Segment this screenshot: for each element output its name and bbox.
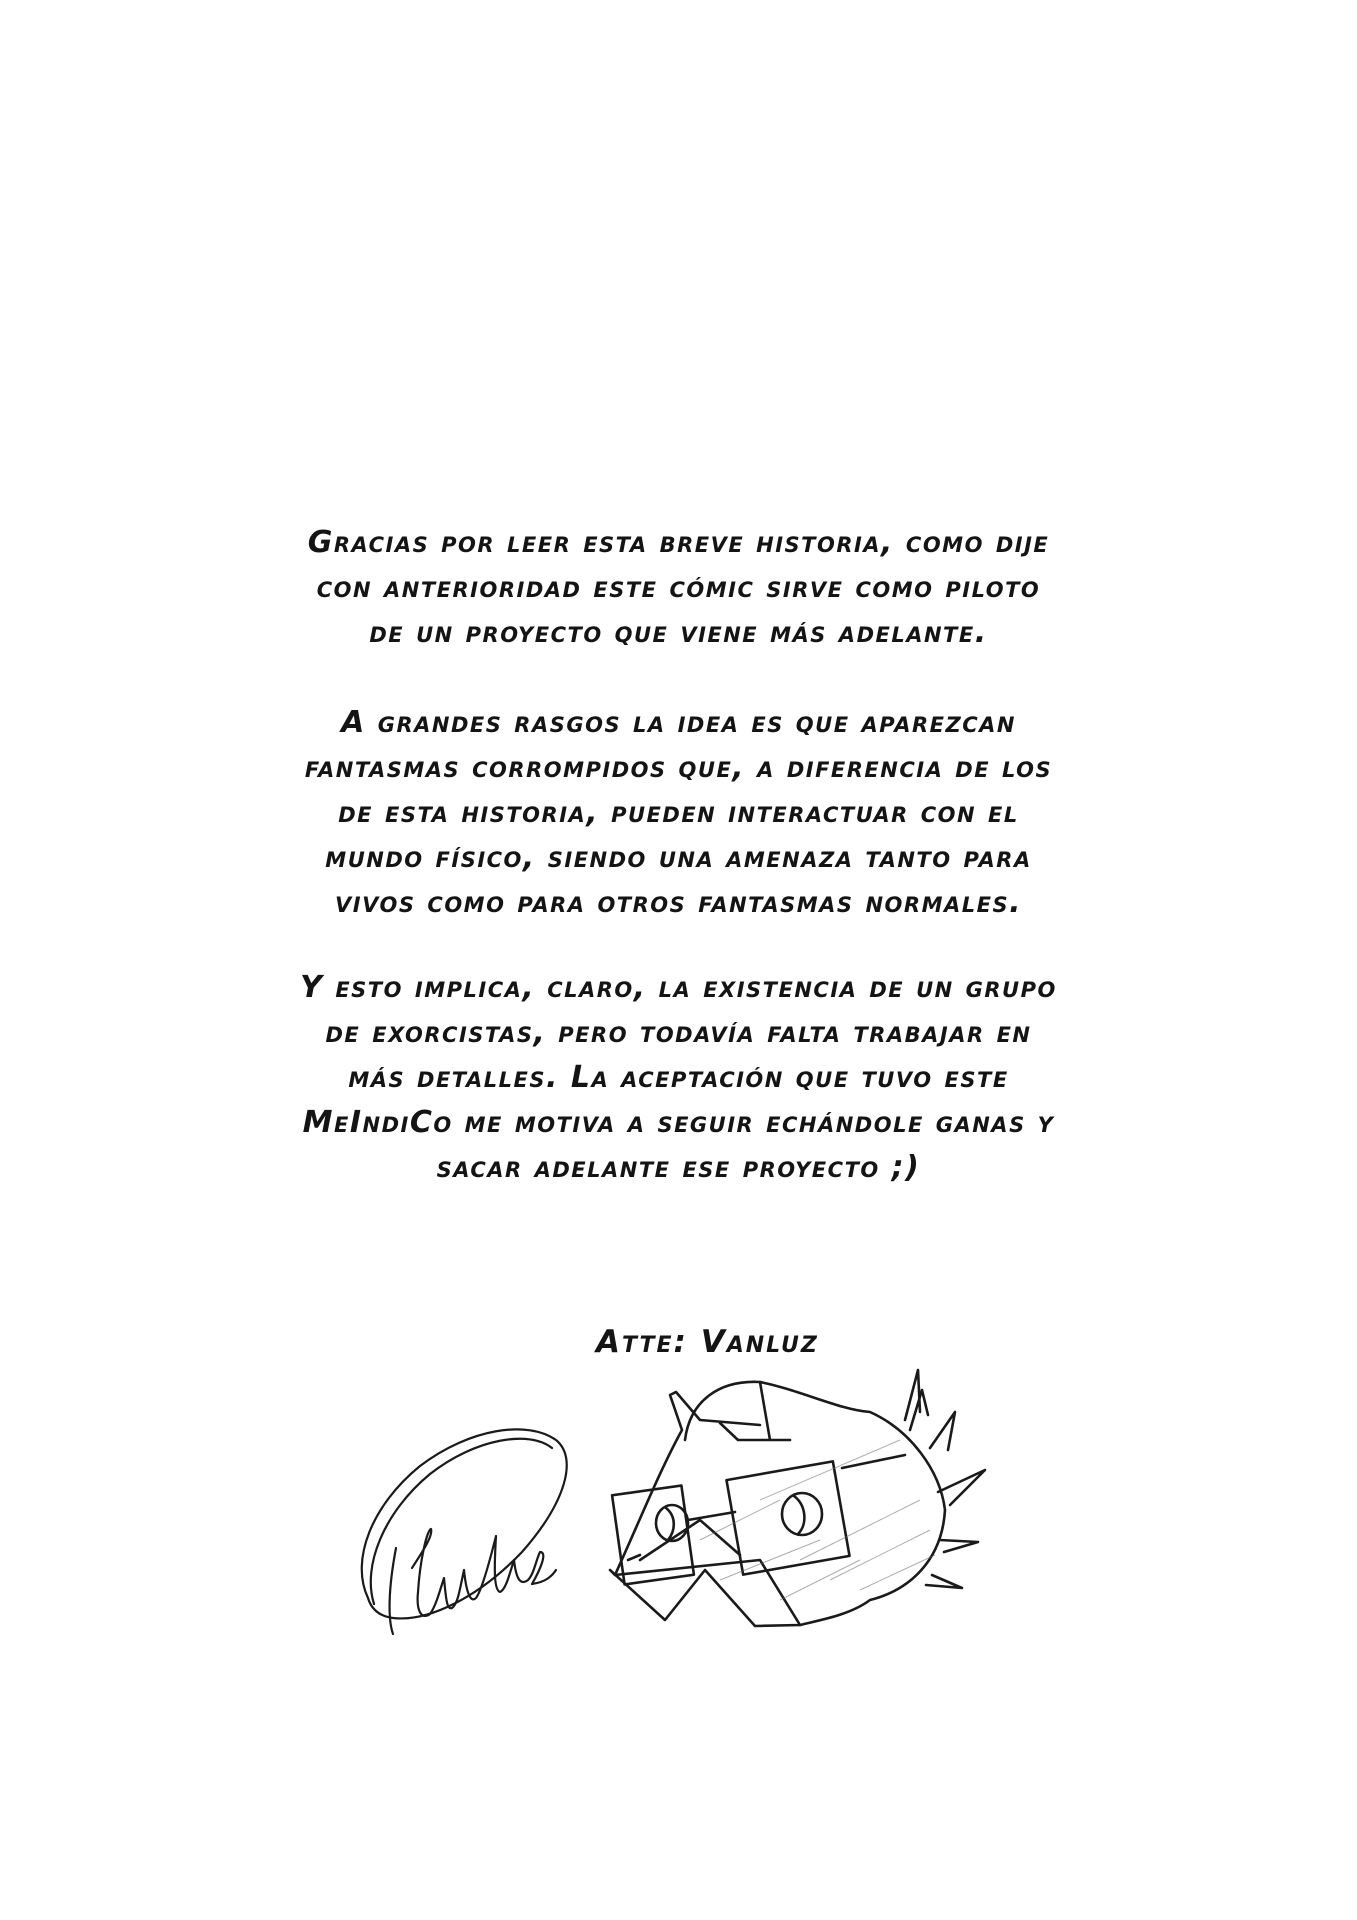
text-line: de exorcistas, pero todavía falta trabajar en — [325, 1015, 1032, 1050]
signature-letters — [390, 1529, 556, 1634]
text-line: mundo físico, siendo una amenaza tanto para — [325, 840, 1032, 875]
spike-3 — [938, 1470, 985, 1505]
text-line: vivos como para otros fantasmas normales. — [335, 885, 1022, 920]
glasses-right-lens — [726, 1461, 849, 1574]
text-line: de esta historia, pueden interactuar con el — [338, 795, 1019, 830]
signature-scribble — [362, 1429, 567, 1634]
spike-4 — [940, 1540, 978, 1552]
head-shading — [700, 1440, 935, 1600]
text-line: con anterioridad este cómic sirve como piloto — [316, 570, 1041, 605]
text-line: Gracias por leer esta breve historia, como dije — [307, 525, 1050, 560]
head-outline — [610, 1560, 800, 1626]
spike-1 — [910, 1390, 928, 1430]
glasses-bridge — [688, 1512, 735, 1520]
text-line: más detalles. La aceptación que tuvo este — [348, 1060, 1009, 1095]
eye-right-icon — [782, 1493, 822, 1535]
signature-oval — [362, 1429, 567, 1618]
crest-back — [685, 1382, 945, 1625]
spike-2 — [930, 1412, 955, 1450]
paragraph-project-idea — [150, 700, 1207, 925]
eye-left-icon — [656, 1505, 688, 1541]
signoff-text: Atte: Vanluz — [596, 1324, 819, 1360]
spike-top — [905, 1370, 920, 1420]
glasses-left-lens — [612, 1486, 694, 1585]
spike-5 — [926, 1575, 962, 1588]
signature-oval-overstroke — [371, 1439, 552, 1604]
jaw-line — [640, 1520, 740, 1560]
text-line: A grandes rasgos la idea es que aparezcan — [341, 705, 1016, 740]
text-line: MeIndiCo me motiva a seguir echándole ganas y — [302, 1105, 1055, 1140]
dragon-head-sketch — [610, 1370, 985, 1626]
brow-ridge — [720, 1382, 790, 1440]
snout-upper — [615, 1392, 760, 1575]
nostril — [628, 1555, 640, 1560]
eye-right-pupil — [794, 1496, 804, 1534]
glasses-arm — [842, 1455, 905, 1468]
text-line: de un proyecto que viene más adelante. — [369, 615, 988, 650]
eye-left-pupil — [666, 1508, 674, 1540]
paragraph-pilot-thanks — [150, 520, 1207, 655]
text-line: Y esto implica, claro, la existencia de un grupo — [300, 970, 1057, 1005]
paragraph-exorcists — [150, 965, 1207, 1190]
text-line: fantasmas corrompidos que, a diferencia de los — [304, 750, 1053, 785]
text-line: sacar adelante ese proyecto ;) — [436, 1150, 921, 1185]
